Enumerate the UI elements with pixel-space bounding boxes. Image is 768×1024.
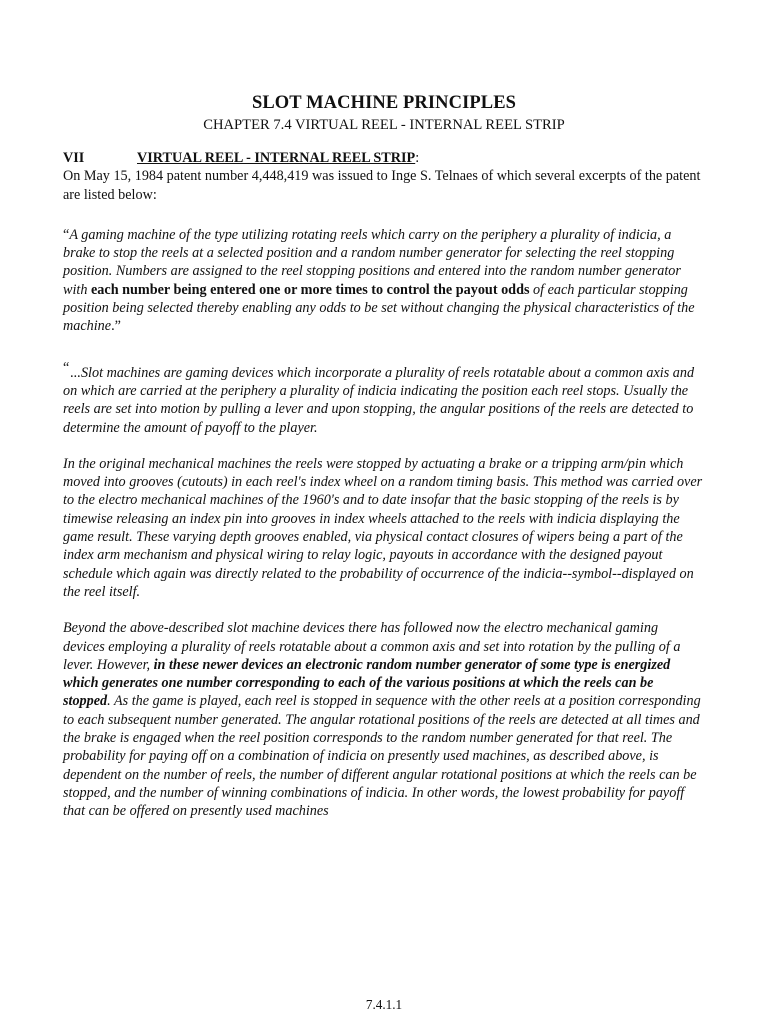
- intro-paragraph: On May 15, 1984 patent number 4,448,419 was issued to Inge S. Telnaes of which several excerpts of the patent are listed below:: [63, 168, 701, 203]
- paragraph4-text-part2: . As the game is played, each reel is stopped in sequence with the other reels at a position corresponding to each subsequent number generated. The angular rotational positions of the reels are detected at all times and the brake is engaged when the reel position corresponds to the random number generated for that reel. The probability for paying off on a combination of indicia on presently used machines, as described above, is dependent on the number of reels, the number of different angular rotational positions at which the reels can be stopped, and the number of winning combinations of indicia. In other words, the lowest probability for payoff that can be offered on presently used machines: [63, 693, 701, 820]
- section-title: VIRTUAL REEL - INTERNAL REEL STRIP: [137, 150, 416, 166]
- quote2-text: ...Slot machines are gaming devices which incorporate a plurality of reels rotatable about a common axis and on which are carried at the periphery a plurality of indicia indicating the position each reel stops. Usually the reels are set into motion by pulling a lever and upon stopping, the angular positions of the reels are detected to determine the amount of payoff to the player.: [63, 364, 695, 436]
- quote1-bold-text: each number being entered one or more times to control the payout odds: [91, 281, 530, 298]
- quote1-close-mark: .”: [111, 318, 121, 335]
- document-body: [63, 149, 703, 821]
- patent-quote-1: [63, 226, 703, 336]
- patent-quote-2: [63, 359, 703, 437]
- patent-paragraph-3: In the original mechanical machines the reels were stopped by actuating a brake or a tripping arm/pin which moved into grooves (cutouts) in each reel's index wheel on a random timing basis. This method was carried over to the electro mechanical machines of the 1960's and to date insofar that the basic stopping of the reels is by timewise releasing an index pin into grooves in index wheels attached to the reels with indicia displaying the game result. These varying depth grooves enabled, via physical contact closures of wipers being a part of the index arm mechanism and physical wiring to relay logic, payouts in accordance with the designed payout schedule which again was directly related to the probability of occurrence of the indicia--symbol--displayed on the reel itself.: [63, 455, 703, 600]
- section-heading: [63, 149, 703, 167]
- section-title-suffix: :: [415, 150, 420, 166]
- quote1-open-mark: “: [63, 226, 70, 243]
- section-number: VII: [63, 150, 85, 166]
- patent-paragraph-4: [63, 619, 703, 820]
- paragraph4-text-part1: Beyond the above-described slot machine devices there has followed now the electro mechanical gaming devices employing a plurality of reels rotatable about a common axis and set into rotation by the pulling of a lever. However,: [63, 620, 681, 673]
- quote2-open-mark: “: [63, 359, 70, 376]
- page-number: 7.4.1.1: [365, 997, 403, 1012]
- chapter-subtitle: CHAPTER 7.4 VIRTUAL REEL - INTERNAL REEL STRIP: [203, 117, 565, 133]
- quote1-text-part2: of each particular stopping position being selected thereby enabling any odds to be set without changing the physical characteristics of the machine: [63, 281, 695, 335]
- quote1-text-part1: A gaming machine of the type utilizing rotating reels which carry on the periphery a plurality of indicia, a brake to stop the reels at a selected position and a random number generator for selecting the reel stopping position. Numbers are assigned to the reel stopping positions and entered into the random number generator with: [63, 226, 681, 298]
- page-title: SLOT MACHINE PRINCIPLES: [251, 93, 517, 113]
- paragraph4-bold-text: in these newer devices an electronic random number generator of some type is energized which generates one number corresponding to each of the various positions at which the reels can be stopped: [63, 656, 671, 710]
